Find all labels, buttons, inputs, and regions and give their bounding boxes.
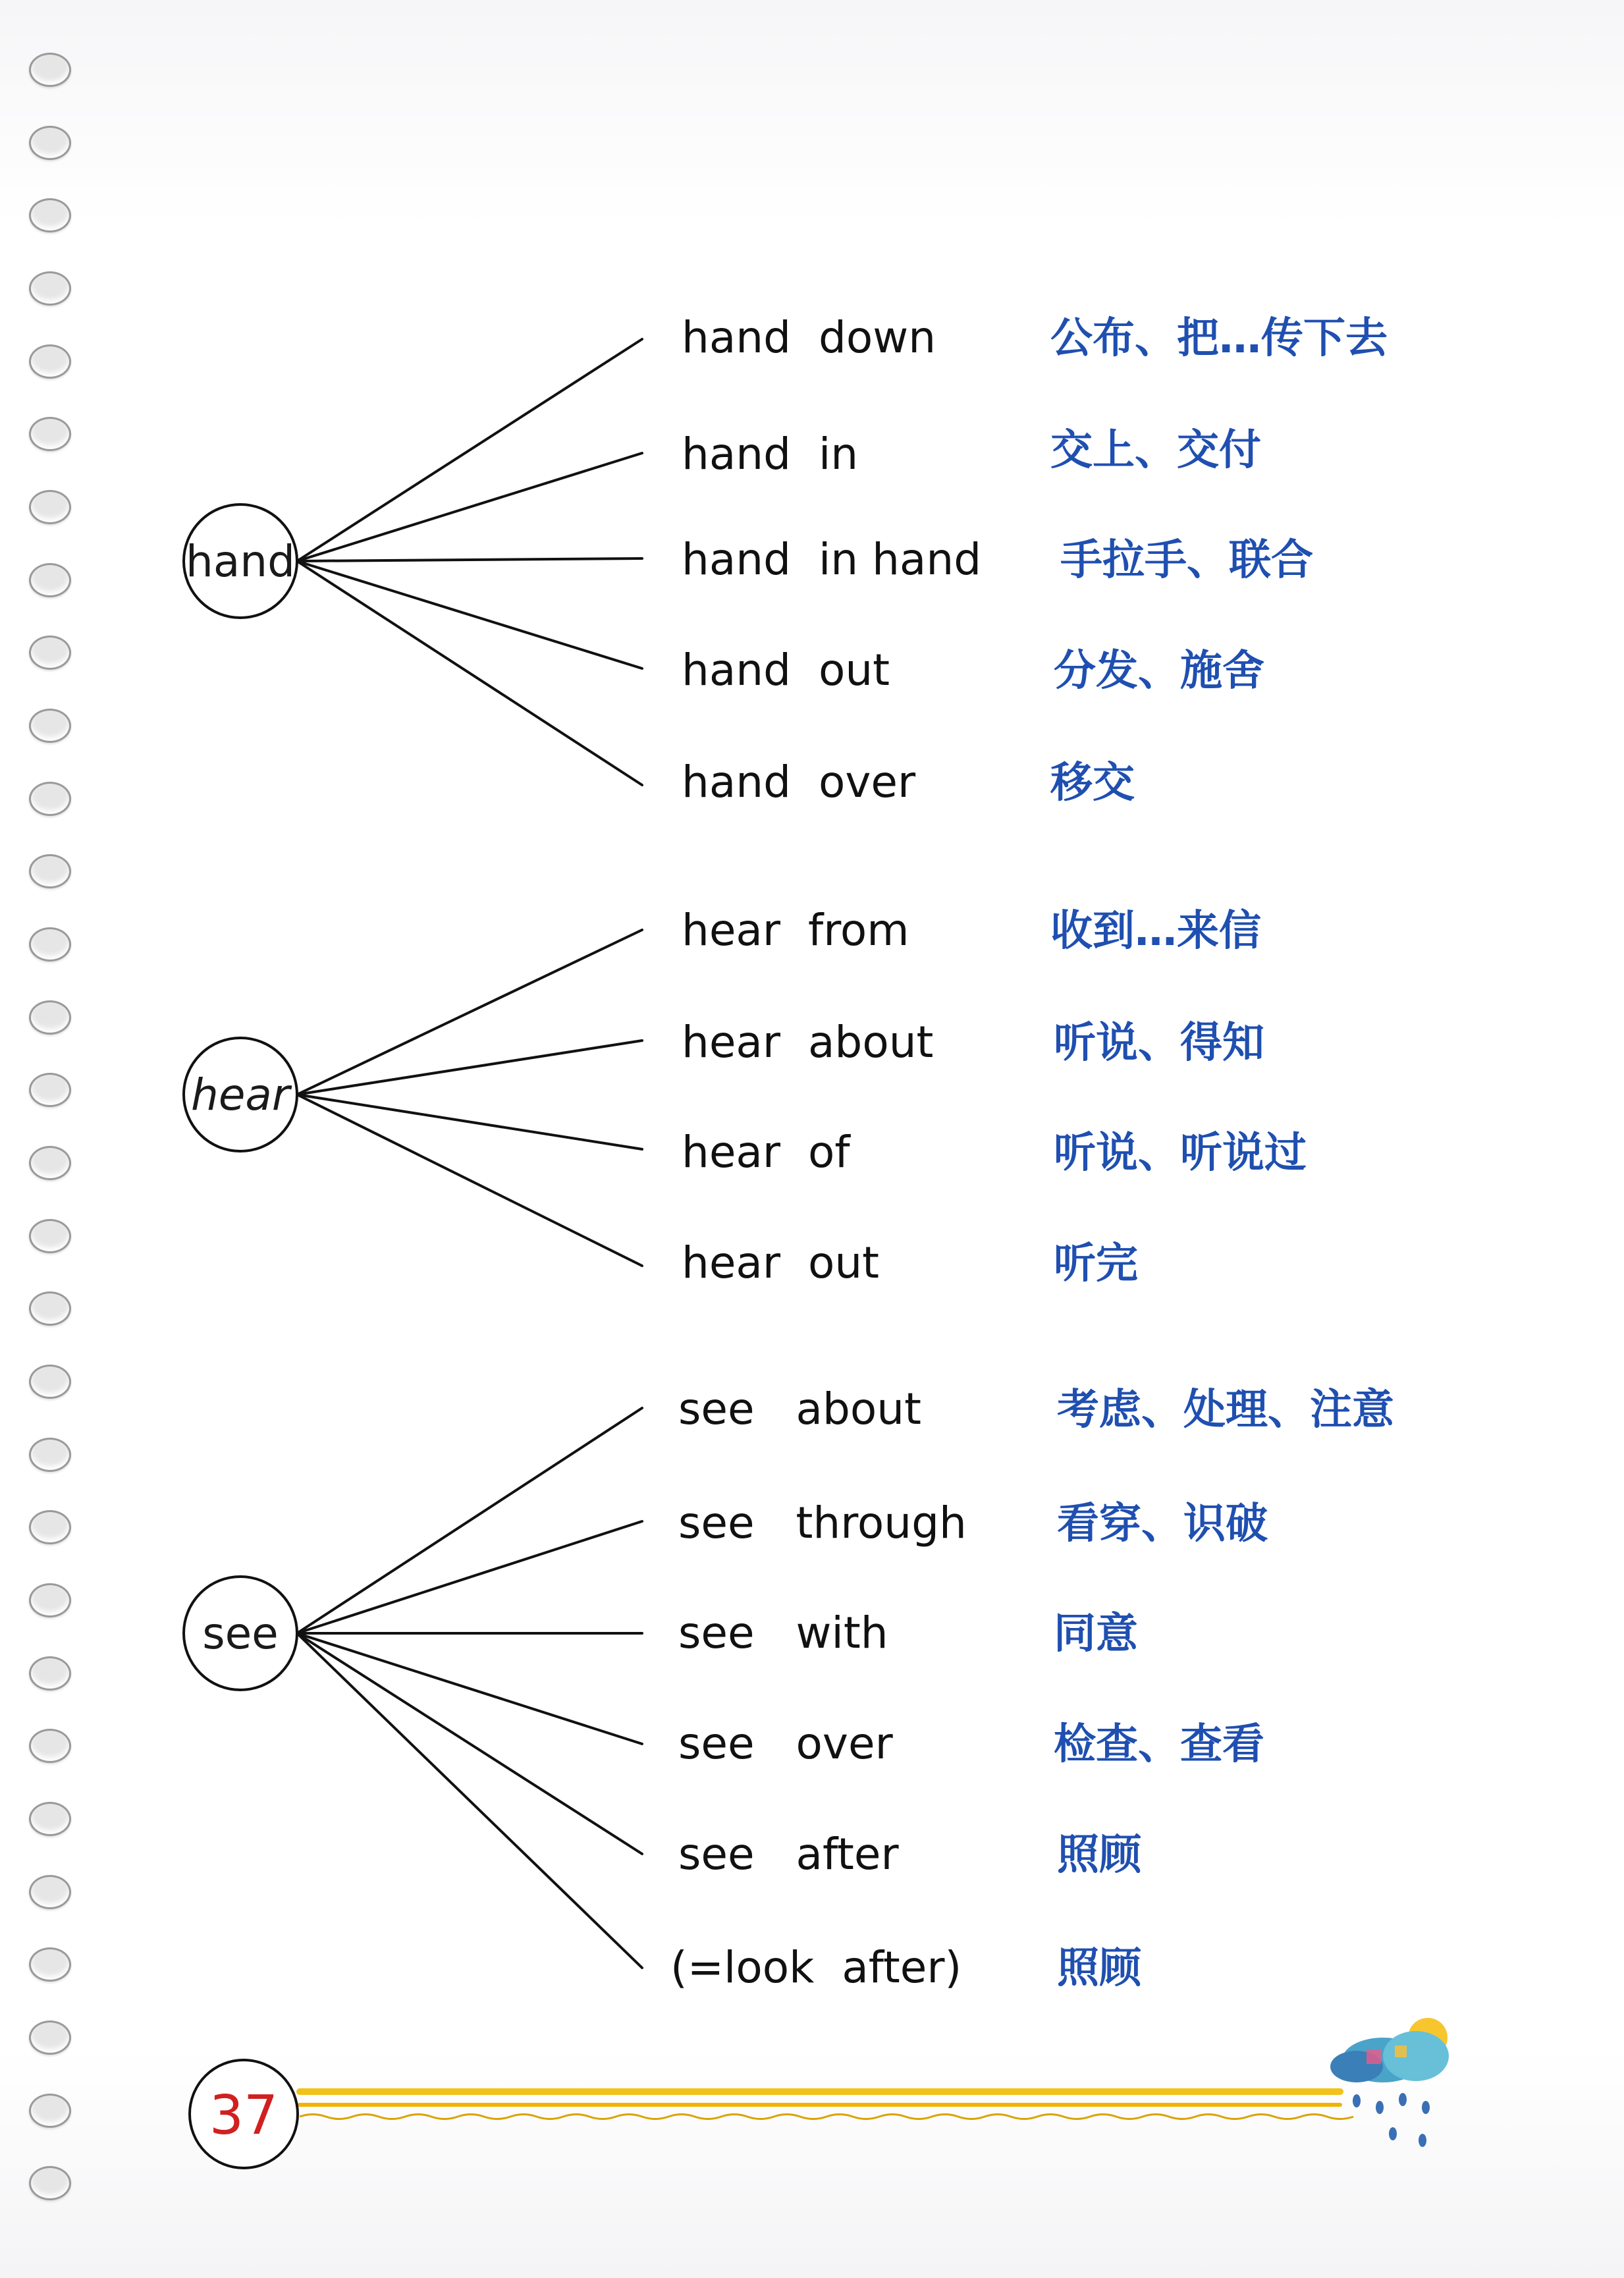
branch-line	[297, 561, 642, 785]
group-hand-branches	[297, 339, 642, 785]
group-see	[184, 1384, 1394, 1993]
meaning-hand-down: 公布、把…传下去	[1050, 314, 1388, 363]
branch-line	[297, 453, 642, 561]
phrase-hand-in-hand: hand in hand	[682, 534, 982, 585]
meaning-see-about: 考虑、处理、注意	[1057, 1386, 1394, 1434]
phrase-see-over: see over	[678, 1718, 893, 1769]
rain-cloud-sun-icon	[1330, 2018, 1449, 2147]
meaning-hear-from: 收到…来信	[1050, 907, 1261, 956]
phrase-hand-in: hand in	[682, 429, 859, 479]
branch-line	[297, 1041, 642, 1095]
branch-line	[297, 339, 642, 561]
branch-line	[297, 1521, 642, 1633]
phrase-see-with: see with	[678, 1608, 888, 1658]
meaning-hand-out: 分发、施舍	[1054, 647, 1264, 695]
meaning-hear-out: 听完	[1054, 1239, 1138, 1288]
node-label-hear: hear	[190, 1070, 290, 1120]
group-hand	[184, 312, 1388, 807]
phrase-hear-of: hear of	[682, 1127, 850, 1178]
footer-line-wavy	[300, 2115, 1353, 2119]
node-label-see: see	[202, 1608, 279, 1659]
branch-line	[297, 561, 642, 668]
meaning-hear-of: 听说、听说过	[1054, 1129, 1307, 1178]
phrase-see-through: see through	[678, 1498, 967, 1548]
meaning-hand-in-hand: 手拉手、联合	[1060, 536, 1313, 585]
page-footer	[190, 2018, 1449, 2168]
phrase-hand-down: hand down	[682, 312, 936, 363]
group-see-branches	[297, 1408, 642, 1968]
group-hear-branches	[297, 930, 642, 1266]
phrase-see-after: see after	[678, 1829, 899, 1880]
branch-line	[297, 1633, 642, 1854]
meaning-see-over: 检查、查看	[1054, 1720, 1264, 1769]
meaning-hear-about: 听说、得知	[1054, 1019, 1264, 1068]
branch-line	[297, 1633, 642, 1744]
meaning-hand-over: 移交	[1050, 759, 1135, 807]
meaning-see-after: 照顾	[1057, 1831, 1141, 1880]
meaning-hand-in: 交上、交付	[1050, 426, 1261, 475]
branch-line	[297, 1408, 642, 1633]
branch-line	[297, 558, 642, 561]
phrase-hear-out: hear out	[682, 1237, 880, 1288]
phrase-hear-from: hear from	[682, 905, 909, 956]
page-number: 37	[209, 2084, 279, 2147]
node-label-hand: hand	[186, 536, 295, 587]
phrase-hear-about: hear about	[682, 1017, 934, 1068]
meaning-see-through: 看穿、识破	[1057, 1500, 1268, 1548]
branch-line	[297, 1095, 642, 1149]
phrase-look-after: (=look after)	[670, 1942, 962, 1993]
phrase-see-about: see about	[678, 1384, 921, 1434]
phrase-hand-over: hand over	[682, 757, 916, 807]
meaning-see-with: 同意	[1054, 1610, 1138, 1658]
branch-line	[297, 1633, 642, 1968]
group-hear	[184, 905, 1307, 1288]
phrase-hand-out: hand out	[682, 645, 890, 695]
branch-line	[297, 930, 642, 1095]
branch-line	[297, 1095, 642, 1266]
meaning-look-after: 照顾	[1057, 1944, 1141, 1993]
